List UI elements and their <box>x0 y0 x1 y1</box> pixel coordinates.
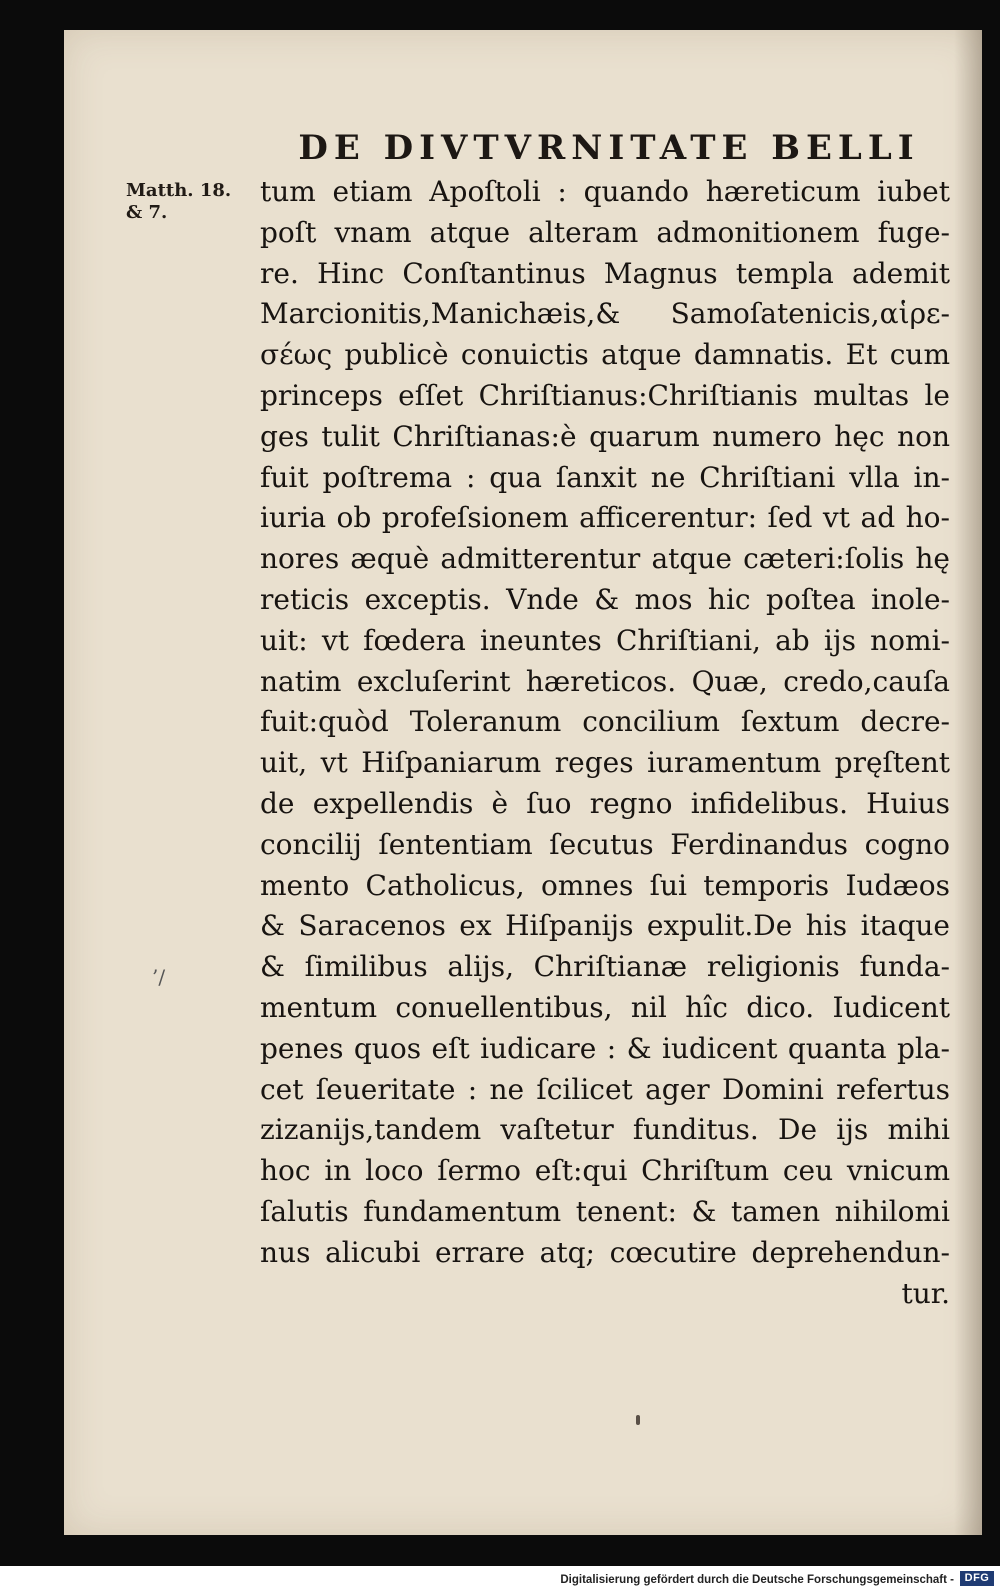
text-line: uit: vt fœdera ineuntes Chriſtiani, ab ijs nomi- <box>260 623 950 657</box>
footer-bar <box>0 1566 1000 1590</box>
body-text <box>260 172 950 1314</box>
text-line: reticis exceptis. Vnde & mos hic poſtea inole- <box>260 582 950 616</box>
margin-note <box>126 180 231 224</box>
text-line: ſalutis fundamentum tenent: & tamen nihilomi <box>260 1194 950 1228</box>
text-line: mentum conuellentibus, nil hîc dico. Iudicent <box>260 990 950 1024</box>
page-edge-shadow <box>954 30 982 1535</box>
text-line: zizanijs,tandem vaſtetur funditus. De ijs mihi <box>260 1113 950 1147</box>
text-line: penes quos eſt iudicare : & iudicent quanta pla- <box>260 1031 950 1065</box>
margin-note-line: & 7. <box>126 202 168 223</box>
dfg-logo-icon: DFG <box>960 1571 994 1586</box>
text-line: iuria ob profeſsionem afficerentur: ſed vt ad ho- <box>260 501 950 535</box>
text-line: nores æquè admitterentur atque cæteri:ſolis hę <box>260 542 950 576</box>
margin-note-line: Matth. 18. <box>126 180 232 201</box>
text-line: nus alicubi errare atq; cœcutire deprehendun- <box>260 1235 950 1269</box>
text-line: mento Catholicus, omnes ſui temporis Iudæos <box>260 868 950 902</box>
text-line: concilij ſententiam ſecutus Ferdinandus cogno <box>260 827 950 861</box>
catchword: tur. <box>901 1276 950 1310</box>
text-line: & ſimilibus alijs, Chriſtianæ religionis funda- <box>260 950 950 984</box>
text-line: tum etiam Apoſtoli : quando hæreticum iubet <box>260 175 950 208</box>
book-page <box>64 30 982 1535</box>
text-line: uit, vt Hiſpaniarum reges iuramentum pręſtent <box>260 746 950 780</box>
text-line: natim excluſerint hæreticos. Quæ, credo,cauſa <box>260 664 950 698</box>
funding-credit: Digitalisierung gefördert durch die Deutsche Forschungsgemeinschaft - <box>560 1574 954 1586</box>
text-line: cet ſeueritate : ne ſcilicet ager Domini refertus <box>260 1072 950 1106</box>
text-line: hoc in loco ſermo eſt:qui Chriſtum ceu vnicum <box>260 1154 950 1188</box>
text-line: ges tulit Chriſtianas:è quarum numero hęc non <box>260 419 950 453</box>
text-line: re. Hinc Conſtantinus Magnus templa ademit <box>260 256 950 290</box>
margin-mark: ’/ <box>152 965 166 989</box>
text-line: Marcionitis,Manichæis,& Samoſatenicis,αἱρε- <box>260 297 950 331</box>
text-line: fuit poſtrema : qua ſanxit ne Chriſtiani vlla in- <box>260 460 950 494</box>
paper-speck <box>636 1415 640 1425</box>
text-line: poſt vnam atque alteram admonitionem fuge- <box>260 215 950 249</box>
text-line: σέως publicè conuictis atque damnatis. Et cum <box>260 338 950 372</box>
text-line: de expellendis è ſuo regno infidelibus. Huius <box>260 786 950 820</box>
text-line: princeps eſſet Chriſtianus:Chriſtianis multas le <box>260 378 950 412</box>
running-head: DE DIVTVRNITATE BELLI <box>298 128 920 168</box>
text-line: & Saracenos ex Hiſpanijs expulit.De his itaque <box>260 909 950 943</box>
text-line: fuit:quòd Toleranum concilium ſextum decre- <box>260 705 950 739</box>
